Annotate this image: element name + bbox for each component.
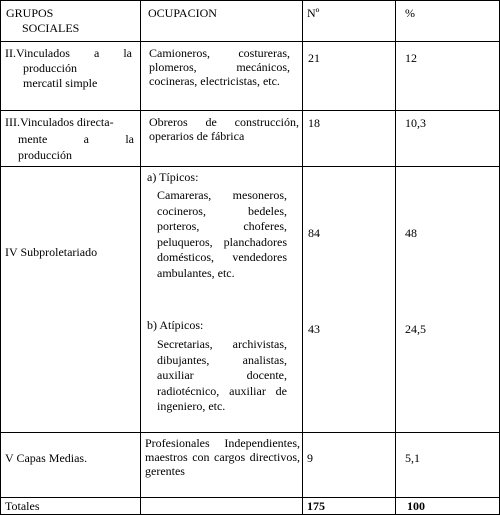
- row-divider: [0, 110, 500, 111]
- row-v-occupation: Profesionales Independientes, maestros con cargos directivos, gerentes: [145, 436, 300, 478]
- row-v-group: V Capas Medias.: [5, 451, 88, 465]
- row-iii-group-line2: mente a la: [18, 132, 134, 146]
- row-ii-number: 21: [308, 51, 320, 65]
- row-iii-number: 18: [308, 116, 320, 130]
- column-divider: [140, 0, 141, 515]
- header-number: Nº: [307, 6, 320, 20]
- row-iii-occupation: Obreros de construcción, operarios de fábrica: [149, 115, 299, 143]
- row-ii-percent: 12: [405, 51, 417, 65]
- header-groups-line2: SOCIALES: [22, 21, 80, 35]
- row-iv-atypicals-text: Secretarias, archivistas, dibujantes, analistas, auxiliar docente, radiotécnico, auxiliar de ingeniero, etc.: [157, 337, 287, 414]
- row-iii-group-line1: III.Vinculados directa-: [5, 115, 114, 129]
- row-iv-atypicals-percent: 24,5: [405, 322, 426, 336]
- header-occupation: OCUPACION: [148, 6, 217, 20]
- row-ii-occupation: Camioneros, costureras, plomeros, mecánicos, cocineras, electricistas, etc.: [149, 46, 290, 88]
- row-iv-typicals-text: Camareras, mesoneros, cocineros, bedeles, porteros, choferes, peluqueros, planchadores domésticos, vendedores ambulantes, etc.: [157, 188, 287, 280]
- row-v-number: 9: [307, 451, 313, 465]
- column-divider: [302, 0, 303, 515]
- row-iii-percent: 10,3: [405, 116, 426, 130]
- totals-label: Totales: [5, 499, 40, 513]
- row-ii-group-line1: II.Vinculados a la: [5, 46, 132, 60]
- row-iv-group: IV Subproletariado: [5, 245, 98, 259]
- row-ii-group-line2: producción: [23, 61, 77, 75]
- totals-number: 175: [307, 499, 325, 513]
- table-border-left: [0, 0, 1, 515]
- totals-percent: 100: [407, 499, 425, 513]
- row-iv-typicals-percent: 48: [405, 226, 417, 240]
- row-divider: [0, 497, 500, 498]
- row-divider: [0, 432, 500, 433]
- row-ii-group-line3: mercatil simple: [23, 76, 98, 90]
- row-iv-typicals-number: 84: [308, 226, 320, 240]
- row-v-percent: 5,1: [405, 451, 420, 465]
- row-iv-atypicals-label: b) Atípicos:: [147, 318, 204, 332]
- row-iv-atypicals-number: 43: [308, 322, 320, 336]
- row-iii-group-line3: producción: [18, 148, 72, 162]
- row-divider: [0, 41, 500, 42]
- header-percent: %: [405, 6, 415, 20]
- row-divider: [0, 166, 500, 167]
- row-iv-typicals-label: a) Típicos:: [147, 170, 199, 184]
- header-groups-line1: GRUPOS: [6, 6, 54, 20]
- column-divider: [395, 0, 396, 515]
- table-border-top: [0, 0, 500, 1]
